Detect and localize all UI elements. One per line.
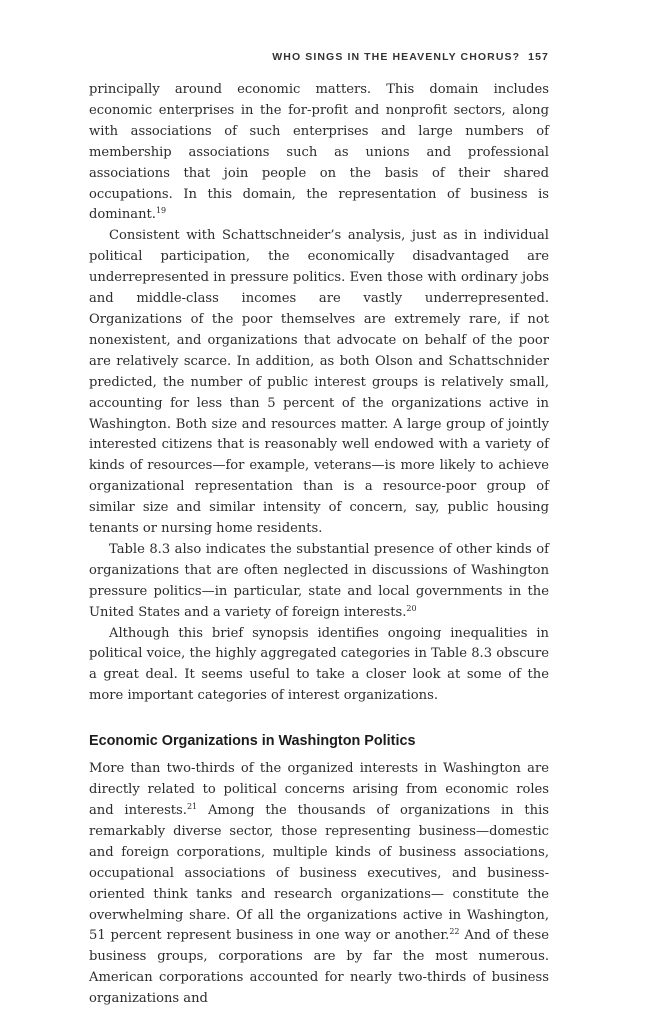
book-page	[89, 48, 549, 1010]
footnote-ref-20[interactable]: 20	[406, 603, 417, 613]
paragraph-text: Table 8.3 also indicates the substantial presence of other kinds of organizations that are often neglected in discussions of Washington pressure politics—in particular, state and local governments in the United States and a variety of foreign interests.	[89, 541, 549, 620]
paragraph-4	[89, 624, 549, 708]
footnote-ref-21[interactable]: 21	[186, 802, 198, 811]
paragraph-text: And of these business groups, corporations are by far the most numerous. American corporations accounted for nearly two-thirds of business organizations and	[89, 928, 549, 1007]
paragraph-text: Consistent with Schattschneider’s analysis, just as in individual political participation, the economically disadvantaged are underrepresented in pressure politics. Even those with ordinary jobs and middle-class incomes are vastly underrepresented. Organizations of the poor themselves are extremely rare, if not nonexistent, and organizations that advocate on behalf of the poor are relatively scarce. In addition, as both Olson and Schattschnider predicted, the number of public interest groups is relatively small, accounting for less than 5 percent of the organizations active in Washington. Both size and resources matter. A large group of jointly interested citizens that is reasonably well endowed with a variety of kinds of resources—for example, veterans—is more likely to achieve organizational representation than is a resource-poor group of similar size and similar intensity of concern, say, public housing tenants or nursing home residents.	[89, 228, 549, 537]
paragraph-2	[89, 226, 549, 540]
paragraph-text: principally around economic matters. This domain includes economic enterprises in the for-profit and nonprofit sectors, along with associations of such enterprises and large numbers of membership associations such as unions and professional associations that join people on the basis of their shared occupations. In this domain, the representation of business is dominant.	[89, 82, 549, 223]
section-heading: Economic Organizations in Washington Politics	[89, 733, 416, 750]
paragraph-3	[89, 540, 549, 624]
paragraph-text: Although this brief synopsis identifies ongoing inequalities in political voice, the highly aggregated categories in Table 8.3 obscure a great deal. It seems useful to take a closer look at some of the more important categories of interest organizations.	[89, 625, 549, 704]
running-head	[89, 48, 549, 66]
footnote-ref-22[interactable]: 22	[449, 927, 460, 937]
paragraph-text: More than two-thirds of the organized interests in Washington are directly related to political concerns arising from economic roles and interests.	[89, 761, 549, 818]
section-paragraph-1	[89, 759, 549, 1010]
paragraph-text: Among the thousands of organizations in this remarkably diverse sector, those representing business—domestic and foreign corporations, multiple kinds of business associations, occupational associations of business executives, and business-oriented think tanks and research organizations— constitute the overwhelming share. Of all the organizations active in Washington, 51 percent represent business in one way or another.	[89, 803, 549, 944]
footnote-ref-19[interactable]: 19	[155, 206, 167, 216]
paragraph-1	[89, 80, 549, 226]
running-title: WHO SINGS IN THE HEAVENLY CHORUS?	[272, 51, 521, 63]
body-text	[89, 80, 549, 1010]
page-number: 157	[528, 51, 549, 63]
